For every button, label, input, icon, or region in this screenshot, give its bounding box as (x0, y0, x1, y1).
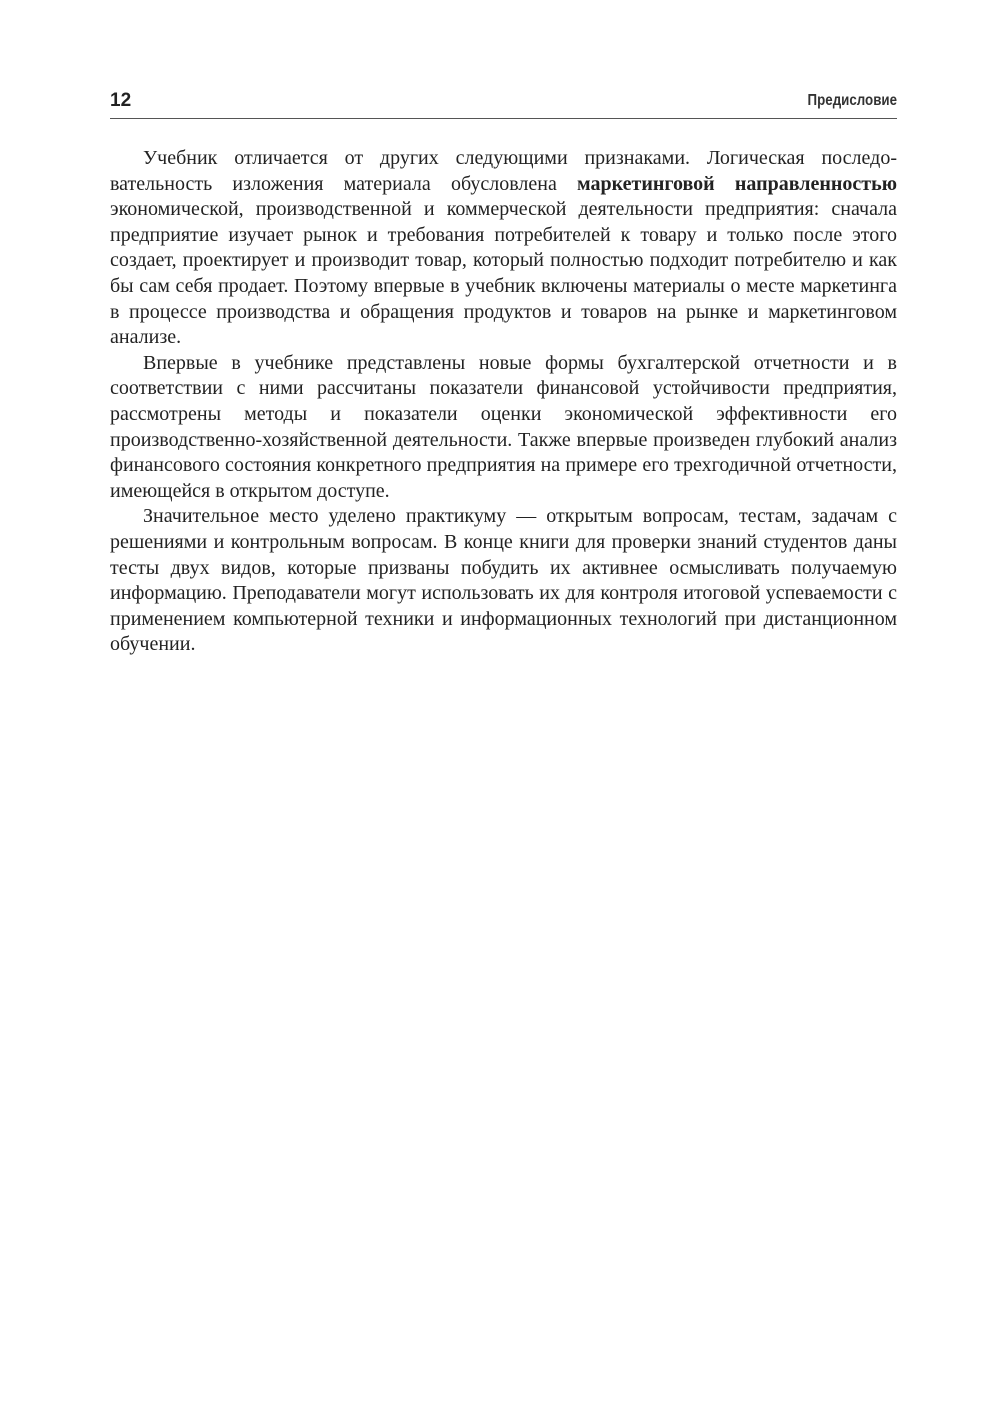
paragraph-1-emphasis: маркетинговой направленностью (577, 172, 897, 195)
paragraph-3: Значительное место уделено практикуму — открытым вопросам, тестам, задачам с решениями и контрольным вопросам. В конце книги для проверки знаний студентов даны тесты двух видов, которые призваны побудить их активнее осмысливать получаемую информацию. Преподаватели могут использовать их для контроля итоговой успеваемости с применением компьютерной техники и информационных технологий при дистанционном обучении. (110, 505, 897, 656)
paragraph-2: Впервые в учебнике представлены новые формы бухгалтерской отчетности и в соответствии с ними рассчитаны показатели финансовой устойчивости предприятия, рассмотрены методы и показатели оценки экономической эффективности его производственно-хозяйственной деятельности. Также впервые произведен глубокий анализ финансового состояния конкретного предприятия на примере его трехгодичной отчетности, имеющейся в открытом доступе. (110, 351, 897, 502)
page-number: 12 (110, 90, 132, 111)
running-header (110, 88, 897, 119)
body-text (110, 146, 897, 658)
paragraph-1 (110, 146, 897, 351)
paragraph-1-text-end: экономической, производственной и коммерческой деятельности предприятия: сначала предприятие изучает рынок и требования потребителей к товару и только после этого создает, проектирует и производит товар, который полностью подходит потребителю и как бы сам себя продает. Поэтому впервые в учебник включены материалы о месте маркетинга в процессе производства и обращения продуктов и товаров на рынке и маркетинговом анализе. (110, 198, 897, 349)
paragraph-1-text-start: Учебник отличается от других следующими признаками. Логическая последовательность изложения материала обусловлена (110, 147, 897, 195)
section-title: Предисловие (807, 92, 897, 109)
